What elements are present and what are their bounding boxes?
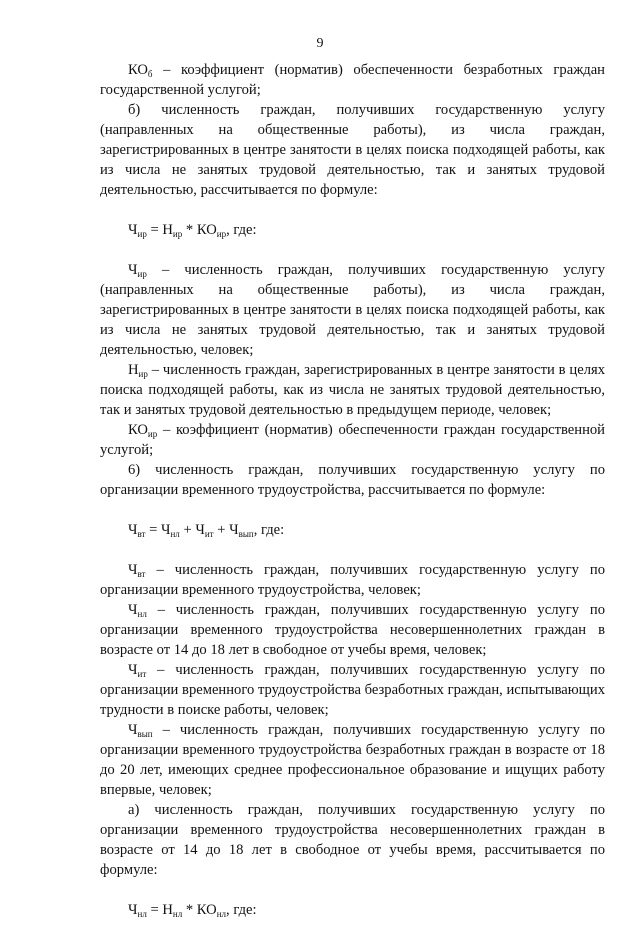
paragraph-chir xyxy=(100,260,605,360)
subscript: нл xyxy=(170,529,180,539)
subscript: вып xyxy=(238,529,254,539)
subscript: нл xyxy=(137,609,147,619)
paragraph-ko-b xyxy=(100,60,605,100)
paragraph-text: – численность граждан, получивших государственную услугу по организации временного трудоустройства безработных граждан, испытывающих трудности в поиске работы, человек; xyxy=(100,662,605,718)
paragraph-chvt xyxy=(100,560,605,600)
subscript: ир xyxy=(137,269,147,279)
paragraph-text: – коэффициент (норматив) обеспеченности граждан государственной услугой; xyxy=(100,422,605,458)
paragraph-text: – коэффициент (норматив) обеспеченности безработных граждан государственной услугой; xyxy=(100,62,605,98)
paragraph-text: – численность граждан, получивших государственную услугу по организации временного трудоустройства несовершеннолетних граждан в возрасте от 14 до 18 лет в свободное от учебы время, человек; xyxy=(100,602,605,658)
paragraph-text: – численность граждан, зарегистрированных в центре занятости в целях поиска подходящей работы, как из числа не занятых трудовой деятельностью, так и занятых трудовой деятельностью в предыдущем периоде, человек; xyxy=(100,362,605,418)
paragraph-6: 6) численность граждан, получивших государственную услугу по организации временного трудоустройства, рассчитывается по формуле: xyxy=(100,462,605,498)
formula-term: , где: xyxy=(226,222,257,238)
subscript: ир xyxy=(147,429,158,439)
paragraph-chit xyxy=(100,660,605,720)
subscript: ир xyxy=(137,229,147,239)
subscript: нл xyxy=(216,909,227,919)
paragraph-a: а) численность граждан, получивших государственную услугу по организации временного трудоустройства несовершеннолетних граждан в возрасте от 14 до 18 лет в свободное от учебы время, рассчитывается по формуле: xyxy=(100,802,605,878)
formula-chnl xyxy=(128,900,605,920)
formula-term: * КО xyxy=(182,902,217,918)
formula-term: = Н xyxy=(146,902,173,918)
paragraph-text: – численность граждан, получивших государственную услугу по организации временного трудоустройства безработных граждан в возрасте от 18 до 20 лет, имеющих среднее профессиональное образование и ищущих работу впервые, человек; xyxy=(100,722,605,798)
subscript: ир xyxy=(138,369,148,379)
symbol: Ч xyxy=(128,602,138,618)
paragraph-koir xyxy=(100,420,605,460)
subscript: нл xyxy=(172,909,183,919)
subscript: вып xyxy=(137,729,153,739)
paragraph-text: – численность граждан, получивших государственную услугу по организации временного трудоустройства, человек; xyxy=(100,562,605,598)
formula-term: + Ч xyxy=(213,522,239,538)
paragraph-nir xyxy=(100,360,605,420)
subscript: б xyxy=(147,69,153,79)
symbol: Н xyxy=(128,362,139,378)
symbol: КО xyxy=(128,62,148,78)
paragraph-b: б) численность граждан, получивших государственную услугу (направленных на общественные работы), из числа граждан, зарегистрированных в центре занятости в целях поиска подходящей работы, как из числа не занятых трудовой деятельностью, так и занятых трудовой деятельностью, рассчитывается по формуле: xyxy=(100,102,605,198)
paragraph-chvyp xyxy=(100,720,605,800)
formula-chvt xyxy=(128,520,605,540)
formula-chir xyxy=(128,220,605,240)
symbol: Ч xyxy=(128,562,138,578)
formula-term: Ч xyxy=(128,522,138,538)
paragraph-text: – численность граждан, получивших государственную услугу (направленных на общественные работы), из числа граждан, зарегистрированных в центре занятости в целях поиска подходящей работы, как из числа не занятых трудовой деятельностью, так и занятых трудовой деятельностью, человек; xyxy=(100,262,605,358)
page-number: 9 xyxy=(316,36,324,51)
formula-term: , где: xyxy=(226,902,257,918)
symbol: Ч xyxy=(128,662,138,678)
formula-term: + Ч xyxy=(179,522,205,538)
subscript: ир xyxy=(216,229,227,239)
formula-term: = Н xyxy=(146,222,173,238)
formula-term: Ч xyxy=(128,902,138,918)
symbol: Ч xyxy=(128,722,138,738)
formula-term: Ч xyxy=(128,222,138,238)
subscript: ир xyxy=(172,229,183,239)
symbol: КО xyxy=(128,422,148,438)
paragraph-chnl xyxy=(100,600,605,660)
formula-term: , где: xyxy=(253,522,285,538)
formula-term: = Ч xyxy=(145,522,171,538)
subscript: вт xyxy=(137,529,146,539)
symbol: Ч xyxy=(128,262,138,278)
document-body xyxy=(100,60,605,940)
subscript: вт xyxy=(137,569,146,579)
subscript: ит xyxy=(204,529,214,539)
subscript: нл xyxy=(137,909,147,919)
subscript: ит xyxy=(137,669,147,679)
formula-term: * КО xyxy=(182,222,217,238)
